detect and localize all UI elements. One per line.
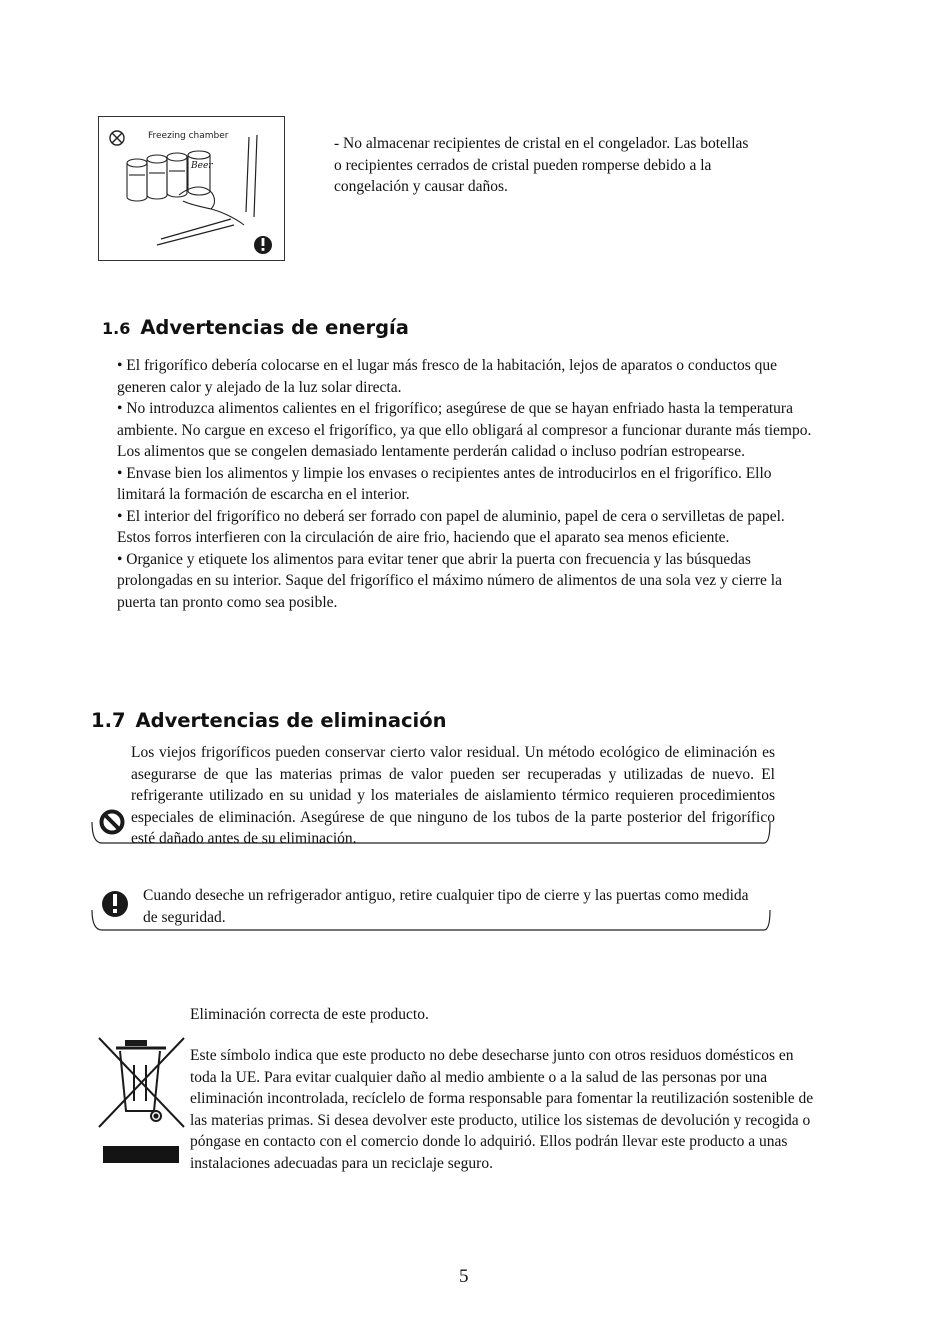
section-17-number: 1.7 xyxy=(91,709,126,732)
section-16-title: Advertencias de energía xyxy=(140,316,409,339)
weee-body: Este símbolo indica que este producto no debe desecharse junto con otros residuos domésticos en toda la UE. Para evitar cualquier daño al medio ambiente o a la salud de las personas por una eliminación incontrolada, recíclelo de forma responsable para fomentar la reutilización sostenible de las materias primas. Si desea devolver este producto, utilice los sistemas de devolución y recogida o póngase en contacto con el comercio donde lo adquirió. Ellos podrán llevar este producto a unas instalaciones adecuadas para un reciclaje seguro. xyxy=(190,1047,814,1172)
section-16-heading xyxy=(102,316,409,339)
energy-bullet: • No introduzca alimentos calientes en el frigorífico; asegúrese de que se hayan enfriado hasta la temperatura ambiente. No cargue en exceso el frigorífico, ya que ello obligará al compresor a funcionar durante más tiempo. Los alimentos que se congelen demasiado lentamente perderán calidad o incluso podrían estropearse. xyxy=(117,400,812,460)
section-17-heading xyxy=(91,709,447,732)
section-16-body xyxy=(117,355,817,613)
energy-bullet: • El frigorífico debería colocarse en el lugar más fresco de la habitación, lejos de aparatos o conductos que generen calor y alejado de la luz solar directa. xyxy=(117,357,778,396)
section-16-number: 1.6 xyxy=(102,319,131,338)
energy-bullet: • Organice y etiquete los alimentos para evitar tener que abrir la puerta con frecuencia y las búsquedas prolongadas en su interior. Saque del frigorífico el máximo número de alimentos de una sola vez y cierre la puerta tan pronto como sea posible. xyxy=(117,550,782,611)
weee-black-bar xyxy=(103,1146,179,1163)
safety-warning-text: Cuando deseche un refrigerador antiguo, retire cualquier tipo de cierre y las puertas como medida de seguridad. xyxy=(143,887,749,926)
prohibited-icon xyxy=(88,806,778,846)
disposal-paragraph: Los viejos frigoríficos pueden conservar cierto valor residual. Un método ecológico de eliminación es asegurarse de que las materias primas de valor pueden ser recuperadas y utilizadas de nuevo. El refrigerante utilizado en su unidad y los materiales de aislamiento térmico requieren procedimientos especiales de eliminación. Asegúrese de que ninguno de los tubos de la parte posterior del frigorífico esté dañado antes de su eliminación. xyxy=(131,744,775,847)
energy-bullet: • El interior del frigorífico no deberá ser forrado con papel de aluminio, papel de cera o servilletas de papel. Estos forros interfieren con la circulación de aire frio, haciendo que el aparato sea menos eficiente. xyxy=(117,507,785,546)
beer-can-label: Beer xyxy=(191,161,213,171)
crossed-out-bin-icon xyxy=(96,1035,190,1131)
weee-title: Eliminación correcta de este producto. xyxy=(190,1006,429,1023)
intro-warning-text: - No almacenar recipientes de cristal en el congelador. Las botellas o recipientes cerrados de cristal pueden romperse debido a la congelación y causar daños. xyxy=(334,135,749,195)
energy-bullet: • Envase bien los alimentos y limpie los envases o recipientes antes de introducirlos en el frigorífico. Ello limitará la formación de escarcha en el interior. xyxy=(117,464,772,503)
page-number: 5 xyxy=(459,1266,469,1287)
section-17-title: Advertencias de eliminación xyxy=(135,709,447,732)
freezing-chamber-label: Freezing chamber xyxy=(148,131,229,141)
